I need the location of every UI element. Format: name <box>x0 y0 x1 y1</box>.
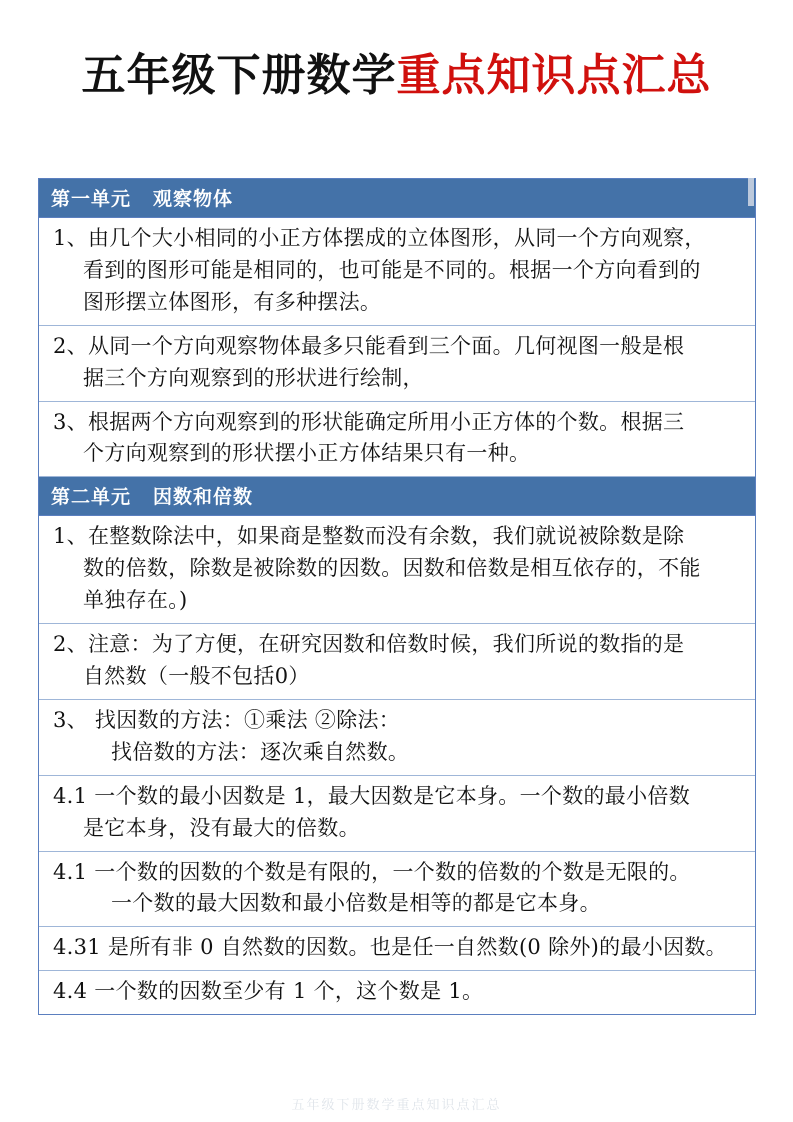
text-line: 自然数（一般不包括0） <box>83 663 310 688</box>
table-row <box>39 402 755 478</box>
text-line: 找倍数的方法：逐次乘自然数。 <box>111 739 410 764</box>
section-title-label: 观察物体 <box>153 188 234 210</box>
text-line: 1、由几个大小相同的小正方体摆成的立体图形，从同一个方向观察， <box>53 226 706 250</box>
text-line: 图形摆立体图形，有多种摆法。 <box>83 289 382 314</box>
title-red-part: 重点知识点汇总 <box>396 50 712 101</box>
text-line: 2、注意：为了方便，在研究因数和倍数时候，我们所说的数指的是 <box>53 632 685 657</box>
section-unit-label: 第一单元 <box>51 188 132 210</box>
text-line: 数的倍数，除数是被除数的因数。因数和倍数是相互依存的，不能 <box>83 556 701 581</box>
text-line: 据三个方向观察到的形状进行绘制， <box>83 365 424 390</box>
table-row <box>39 927 755 971</box>
text-line: 4.1 一个数的因数的个数是有限的，一个数的倍数的个数是无限的。 <box>53 859 691 884</box>
title-black-part: 五年级下册数学 <box>81 50 397 101</box>
text-line: 3、根据两个方向观察到的形状能确定所用小正方体的个数。根据三 <box>53 409 685 434</box>
text-line: 一个数的最大因数和最小倍数是相等的都是它本身。 <box>111 891 601 916</box>
section-header <box>39 179 755 218</box>
table-corner-marker <box>748 178 754 206</box>
text-line: 看到的图形可能是相同的，也可能是不同的。根据一个方向看到的 <box>83 257 701 282</box>
table-row <box>39 218 755 326</box>
table-row <box>39 624 755 700</box>
footnote-text: 五年级下册数学重点知识点汇总 <box>291 1098 502 1113</box>
table-row <box>39 516 755 624</box>
text-line: 4.1 一个数的最小因数是 1，最大因数是它本身。一个数的最小倍数 <box>53 783 691 808</box>
text-line: 4.4 一个数的因数至少有 1 个，这个数是 1。 <box>53 979 484 1004</box>
text-line: 4.31 是所有非 0 自然数的因数。也是任一自然数(0 除外)的最小因数。 <box>53 935 727 960</box>
text-line: 2、从同一个方向观察物体最多只能看到三个面。几何视图一般是根 <box>53 333 685 358</box>
section-unit-label: 第二单元 <box>51 486 132 509</box>
knowledge-table <box>38 178 756 1015</box>
table-row <box>39 776 755 852</box>
text-line: 3、 找因数的方法：①乘法 ②除法： <box>53 707 401 732</box>
section-title-label: 因数和倍数 <box>153 486 254 509</box>
text-line: 个方向观察到的形状摆小正方体结果只有一种。 <box>83 441 531 466</box>
section-header <box>39 477 755 516</box>
text-line: 单独存在。) <box>83 588 188 613</box>
table-row <box>39 852 755 928</box>
table-row <box>39 326 755 402</box>
text-line: 1、在整数除法中，如果商是整数而没有余数，我们就说被除数是除 <box>53 524 685 549</box>
table-row <box>39 700 755 776</box>
page-title <box>0 52 793 100</box>
text-line: 是它本身，没有最大的倍数。 <box>83 815 360 840</box>
table-row <box>39 971 755 1014</box>
